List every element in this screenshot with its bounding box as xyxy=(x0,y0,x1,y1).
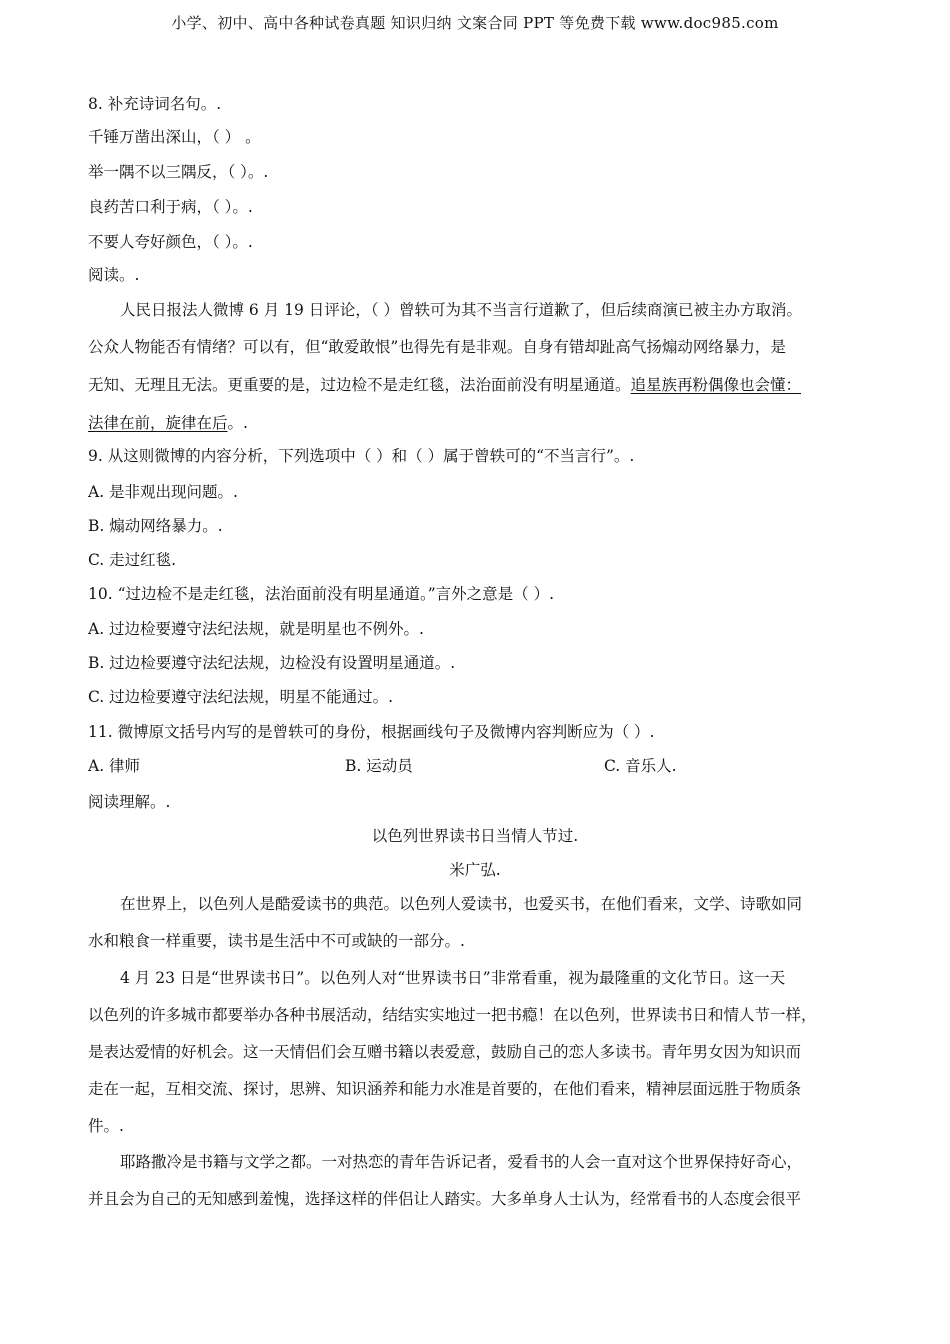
q9-option-a: A. 是非观出现问题。. xyxy=(88,483,238,501)
article-line-9: 并且会为自己的无知感到羞愧，选择这样的伴侣让人踏实。大多单身人士认为，经常看书的人态度会很平 xyxy=(88,1190,802,1208)
question-10-title: 10. “过边检不是走红毯，法治面前没有明星通道。”言外之意是（ ）. xyxy=(88,585,555,603)
underlined-sentence-part-1: 追星族再粉偶像也会懂： xyxy=(630,376,802,394)
q10-option-b: B. 过边检要遵守法纪法规，边检没有设置明星通道。. xyxy=(88,654,456,672)
reading-1-paragraph-line-3 xyxy=(88,373,801,395)
paragraph-text: 无知、无理且无法。更重要的是，过边检不是走红毯，法治面前没有明星通道。 xyxy=(88,376,631,394)
reading-1-paragraph-line-1: 人民日报法人微博 6 月 19 日评论，（ ）曾轶可为其不当言行道歉了，但后续商演已被主办方取消。 xyxy=(120,301,802,319)
q9-option-c: C. 走过红毯. xyxy=(88,551,177,569)
q10-option-a: A. 过边检要遵守法纪法规，就是明星也不例外。. xyxy=(88,620,424,638)
q8-line-1: 千锤万凿出深山，（ ） 。 xyxy=(88,128,261,146)
article-line-1: 在世界上，以色列人是酷爱读书的典范。以色列人爱读书，也爱买书，在他们看来，文学、诗歌如同 xyxy=(120,895,803,913)
q11-option-a: A. 律师 xyxy=(88,757,141,775)
article-line-3: 4 月 23 日是“世界读书日”。以色列人对“世界读书日”非常看重，视为最隆重的文化节日。这一天 xyxy=(120,969,786,987)
article-line-8: 耶路撒冷是书籍与文学之都。一对热恋的青年告诉记者，爱看书的人会一直对这个世界保持好奇心， xyxy=(120,1153,803,1171)
q11-option-c: C. 音乐人. xyxy=(604,757,677,775)
question-8-title: 8. 补充诗词名句。. xyxy=(88,95,222,113)
question-11-title: 11. 微博原文括号内写的是曾轶可的身份，根据画线句子及微博内容判断应为（ ）. xyxy=(88,723,655,741)
reading-1-paragraph-line-2: 公众人物能否有情绪？可以有，但“敢爱敢恨”也得先有是非观。自身有错却趾高气扬煽动网络暴力，是 xyxy=(88,338,786,356)
q8-line-3: 良药苦口利于病，（ ）。. xyxy=(88,198,253,216)
q11-option-b: B. 运动员 xyxy=(345,757,413,775)
reading-1-label: 阅读。. xyxy=(88,266,140,284)
question-9-title: 9. 从这则微博的内容分析，下列选项中（ ）和（ ）属于曾轶可的“不当言行”。. xyxy=(88,447,635,465)
article-line-4: 以色列的许多城市都要举办各种书展活动，结结实实地过一把书瘾！在以色列，世界读书日和情人节一样， xyxy=(88,1006,817,1024)
reading-1-paragraph-line-4 xyxy=(88,411,248,433)
article-line-5: 是表达爱情的好机会。这一天情侣们会互赠书籍以表爱意，鼓励自己的恋人多读书。青年男女因为知识而 xyxy=(88,1043,802,1061)
q8-line-2: 举一隅不以三隅反，（ ）。. xyxy=(88,163,269,181)
article-title: 以色列世界读书日当情人节过. xyxy=(371,827,579,845)
q10-option-c: C. 过边检要遵守法纪法规，明星不能通过。. xyxy=(88,688,394,706)
article-line-2: 水和粮食一样重要，读书是生活中不可或缺的一部分。. xyxy=(88,932,465,950)
underlined-sentence-part-2: 法律在前，旋律在后 xyxy=(88,414,228,432)
reading-2-label: 阅读理解。. xyxy=(88,793,171,811)
q9-option-b: B. 煽动网络暴力。. xyxy=(88,517,223,535)
q8-line-4: 不要人夸好颜色，（ ）。. xyxy=(88,233,253,251)
article-author: 米广弘. xyxy=(449,861,501,879)
article-line-7: 件。. xyxy=(88,1117,124,1135)
page-header: 小学、初中、高中各种试卷真题 知识归纳 文案合同 PPT 等免费下载 www.doc985.com xyxy=(171,14,779,32)
paragraph-text: 。. xyxy=(227,414,248,432)
article-line-6: 走在一起，互相交流、探讨，思辨、知识涵养和能力水准是首要的，在他们看来，精神层面远胜于物质条 xyxy=(88,1080,802,1098)
